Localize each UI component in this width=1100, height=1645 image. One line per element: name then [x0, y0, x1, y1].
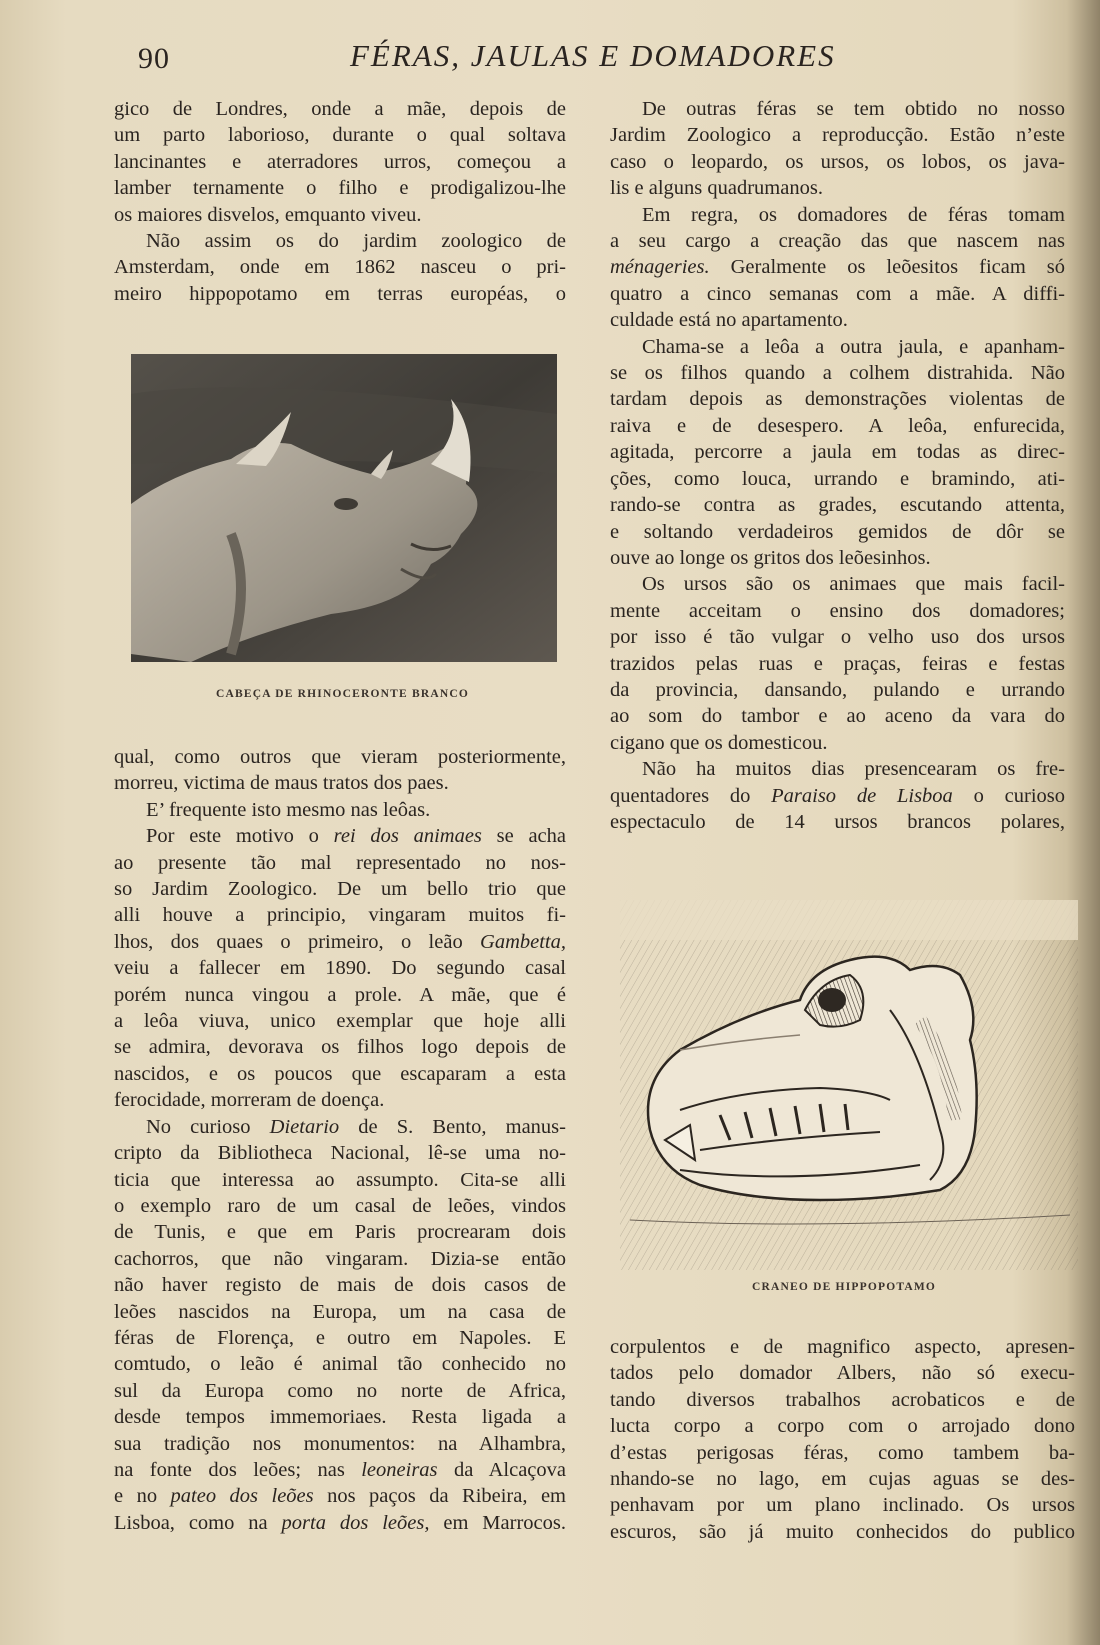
italic-run: ménageries. [610, 256, 710, 279]
text-line: ferocidade, morreram de doença. [114, 1089, 385, 1112]
text-line: por isso é tão vulgar o velho uso dos ursos [610, 626, 1065, 649]
text-line: ções, como louca, urrando e bramindo, ati- [610, 467, 1065, 490]
text-line: comtudo, o leão é animal tão conhecido no [114, 1353, 566, 1376]
paragraph [610, 334, 1065, 572]
text-run: na fonte dos leões; nas [114, 1458, 362, 1481]
text-line: e soltando verdadeiros gemidos de dôr se [610, 520, 1065, 543]
text-line: se os filhos quando a colhem distrahida. Não [610, 362, 1065, 385]
text-line: Chama-se a leôa a outra jaula, e apanham- [642, 335, 1065, 358]
text-line: ticia que interessa ao assumpto. Cita-se alli [114, 1168, 566, 1191]
italic-run: leoneiras [361, 1458, 438, 1481]
text-line: desde tempos immemoriaes. Resta ligada a [114, 1406, 566, 1429]
text-line: tados pelo domador Albers, não só execu- [610, 1362, 1075, 1385]
text-run: nos paços da Ribeira, em [313, 1485, 566, 1508]
text-line: rando-se contra as grades, escutando attenta, [610, 494, 1065, 517]
figure-caption: CABEÇA DE RHINOCERONTE BRANCO [216, 688, 470, 700]
text-run: No curioso [146, 1115, 270, 1138]
text-line: espectaculo de 14 ursos brancos polares, [610, 810, 1065, 833]
paragraph [114, 96, 566, 228]
text-line: escuros, são já muito conhecidos do publico [610, 1520, 1075, 1543]
text-line: tando diversos trabalhos acrobaticos e de [610, 1388, 1075, 1411]
text-run: lhos, dos quaes o primeiro, o leão [114, 930, 481, 953]
text-run: Geralmente os leõesitos ficam só [709, 256, 1065, 279]
text-line: cripto da Bibliotheca Nacional, lê-se uma no- [114, 1142, 566, 1165]
text-line: nascidos, e os poucos que escaparam a esta [114, 1062, 566, 1085]
text-line: d’estas perigosas féras, como tambem ba- [610, 1441, 1075, 1464]
italic-run: Dietario [269, 1115, 340, 1138]
text-run: e no [114, 1485, 171, 1508]
figure-caption: CRANEO DE HIPPOPOTAMO [752, 1281, 937, 1293]
paragraph [610, 756, 1065, 835]
text-line: cigano que os domesticou. [610, 731, 828, 754]
text-line: Os ursos são os animaes que mais facil- [642, 573, 1065, 596]
paragraph [610, 202, 1065, 334]
text-line: sul da Europa como no norte de Africa, [114, 1379, 566, 1402]
text-line [114, 823, 566, 849]
text-line: Em regra, os domadores de féras tomam [642, 203, 1065, 226]
page-number: 90 [138, 42, 170, 75]
rhino-illustration [131, 354, 557, 662]
text-line: porém nunca vingou a prole. A mãe, que é [114, 983, 566, 1006]
text-line: Não ha muitos dias presencearam os fre- [642, 758, 1065, 781]
text-line: caso o leopardo, os ursos, os lobos, os java- [610, 150, 1065, 173]
text-line: Jardim Zoologico a reproducção. Estão n’este [610, 124, 1065, 147]
text-line: alli houve a principio, vingaram muitos fi- [114, 904, 566, 927]
text-line: os maiores disvelos, emquanto viveu. [114, 203, 422, 226]
text-line [610, 254, 1065, 280]
italic-run: porta dos leões, [281, 1511, 430, 1534]
text-line: ao presente tão mal representado no nos- [114, 851, 566, 874]
text-line: não haver registo de mais de dois casos de [114, 1274, 566, 1297]
hippo-skull-illustration [620, 900, 1078, 1270]
paragraph [114, 797, 566, 823]
text-line [610, 783, 1065, 809]
text-line: so Jardim Zoologico. De um bello trio que [114, 878, 566, 901]
text-line: trazidos pelas ruas e praças, feiras e festas [610, 652, 1065, 675]
text-line: a seu cargo a creação das que nascem nas [610, 230, 1065, 253]
hippo-skull-engraving [620, 900, 1078, 1270]
left-column-top [114, 96, 566, 307]
text-line: gico de Londres, onde a mãe, depois de [114, 98, 566, 120]
italic-run: Paraiso de Lisboa [771, 784, 953, 807]
rhino-head-photo [131, 354, 557, 662]
text-line: um parto laborioso, durante o qual soltava [114, 124, 566, 147]
text-line: lis e alguns quadrumanos. [610, 177, 823, 200]
text-line: cachorros, que não vingaram. Dizia-se então [114, 1247, 566, 1270]
text-line [114, 929, 566, 955]
italic-run: pateo dos leões [170, 1485, 314, 1508]
text-run: se acha [481, 825, 566, 848]
text-line: sua tradição nos monumentos: na Alhambra, [114, 1432, 566, 1455]
text-line: penhavam por um plano inclinado. Os ursos [610, 1494, 1075, 1517]
text-line [114, 1510, 566, 1536]
paragraph [610, 96, 1065, 202]
text-line: o exemplo raro de um casal de leões, vindos [114, 1194, 566, 1217]
running-title: FÉRAS, JAULAS E DOMADORES [350, 38, 836, 73]
text-line: meiro hippopotamo em terras européas, o [114, 282, 566, 305]
text-line: tardam depois as demonstrações violentas de [610, 388, 1065, 411]
text-line: ouve ao longe os gritos dos leõesinhos. [610, 546, 931, 569]
text-line: de Tunis, e que em Paris procrearam dois [114, 1221, 566, 1244]
paragraph [114, 823, 566, 1113]
text-line: a leôa viuva, unico exemplar que hoje alli [114, 1010, 566, 1033]
text-line: De outras féras se tem obtido no nosso [642, 98, 1065, 120]
text-line: da provincia, dansando, pulando e urrando [610, 678, 1065, 701]
paragraph [114, 1114, 566, 1537]
text-line: leões nascidos na Europa, um na casa de [114, 1300, 566, 1323]
text-line: raiva e de desespero. A leôa, enfurecida, [610, 414, 1065, 437]
text-run: quentadores do [610, 784, 772, 807]
text-run: da Alcaçova [437, 1458, 566, 1481]
text-line: nhando-se no lago, em cujas aguas se des- [610, 1468, 1075, 1491]
text-line: lamber ternamente o filho e prodigalizou-lhe [114, 177, 566, 200]
text-line: qual, como outros que vieram posteriormente, [114, 746, 566, 768]
text-line: corpulentos e de magnifico aspecto, apresen- [610, 1336, 1075, 1358]
italic-run: rei dos animaes [333, 825, 482, 848]
text-line: mente acceitam o ensino dos domadores; [610, 599, 1065, 622]
text-line [114, 1483, 566, 1509]
text-line: morreu, victima de maus tratos dos paes. [114, 772, 449, 795]
text-run: de S. Bento, manus- [339, 1115, 566, 1138]
text-line: Amsterdam, onde em 1862 nasceu o pri- [114, 256, 566, 279]
text-line: lancinantes e aterradores urros, começou a [114, 150, 566, 173]
text-line: agitada, percorre a jaula em todas as direc- [610, 441, 1065, 464]
text-line: E’ frequente isto mesmo nas leôas. [146, 798, 431, 821]
text-run: Por este motivo o [146, 825, 334, 848]
paragraph [114, 744, 566, 797]
left-column-bottom [114, 744, 566, 1536]
text-run: em Marrocos. [429, 1511, 566, 1534]
text-line: ao som do tambor e ao aceno da vara do [610, 705, 1065, 728]
text-run: Lisboa, como na [114, 1511, 282, 1534]
text-line: féras de Florença, e outro em Napoles. E [114, 1326, 566, 1349]
text-line [114, 1457, 566, 1483]
text-line: Não assim os do jardim zoologico de [146, 230, 566, 253]
right-column-top [610, 96, 1065, 835]
paragraph [610, 1334, 1075, 1545]
paragraph [114, 228, 566, 307]
text-line: quatro a cinco semanas com a mãe. A diffi- [610, 282, 1065, 305]
italic-run: Gambetta, [480, 930, 566, 953]
text-run: o curioso [952, 784, 1065, 807]
paragraph [610, 571, 1065, 756]
text-line: lucta corpo a corpo com o arrojado dono [610, 1415, 1075, 1438]
text-line: veiu a fallecer em 1890. Do segundo casal [114, 957, 566, 980]
text-line [114, 1114, 566, 1140]
text-line: culdade está no apartamento. [610, 309, 848, 332]
right-column-bottom [610, 1334, 1075, 1545]
text-line: se admira, devorava os filhos logo depois de [114, 1036, 566, 1059]
